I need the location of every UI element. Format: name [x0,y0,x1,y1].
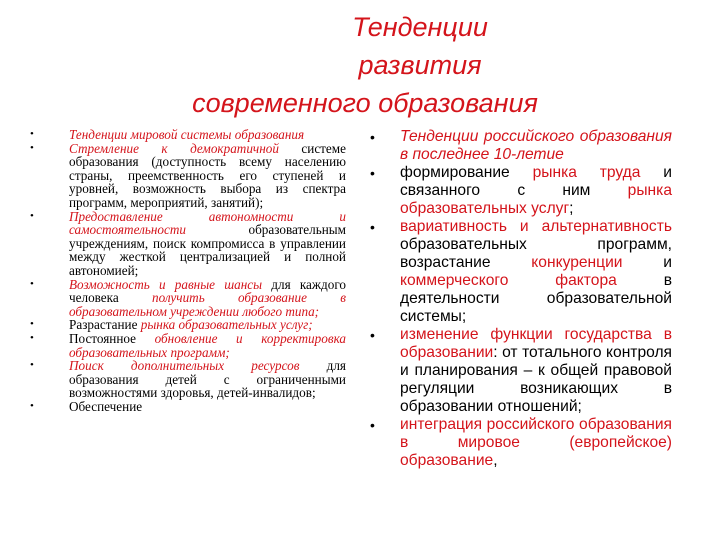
left-item-text: Обеспечение [69,398,143,414]
right-list-item [370,164,672,218]
bullet-icon: • [30,128,34,140]
right-item-text: и связанного с ним [400,164,673,199]
title-line-1: Тенденции [352,12,488,42]
left-item-text: Стремление к демократичной [69,140,279,156]
right-item-text: образовательных программ, возрастание [400,236,672,271]
slide-title [0,8,720,122]
left-item-text: Тенденции мировой системы образования [69,127,305,142]
left-item-text: системе образования (доступность всему населению страны, преемственность его ступеней и уровней, возможность выбора из спектра программ, мероприятий, занятий); [69,140,346,210]
bullet-icon: • [30,277,34,290]
bullet-icon: • [30,399,34,412]
left-item-text: для каждого человека [69,276,346,306]
world-trends-column [30,128,346,413]
right-list-item [370,218,672,326]
title-line-3: современного образования [192,88,538,118]
left-item-text: Возможность и равные шансы [69,276,263,292]
left-list-item [30,332,346,359]
left-item-text: образовательным учреждениям, поиск компромисса в управлении между жесткой централизацией и полной автономией; [69,222,346,278]
left-list-item [30,318,346,332]
left-item-text: обновление и корректировка образовательных программ; [69,330,346,360]
right-item-text: Тенденции российского образования в последнее 10-летие [400,128,672,163]
right-item-text: в деятельности образовательной системы; [400,272,672,325]
right-item-text: ; [569,200,574,217]
left-item-text: рынка образовательных услуг; [140,317,313,333]
left-item-text: получить образование в образовательном учреждении любого типа; [69,290,346,319]
right-item-text: и [622,254,672,271]
left-item-text: Постоянное [69,330,155,346]
right-list-item [370,416,672,470]
left-item-text: для образования детей с ограниченными возможностями здоровья, детей-инвалидов; [69,358,346,401]
right-item-text: : от тотального контроля и планирования – к общей правовой регуляции возникающих в образовании отношений; [400,344,672,415]
right-item-text: интеграция российского образования в мировое (европейское) образование [400,416,672,469]
right-item-text: , [493,452,498,469]
left-list-item [30,278,346,319]
left-item-text: Предоставление автономности и самостоятельности [69,208,346,238]
bullet-icon: • [30,209,34,222]
bullet-icon: • [370,219,375,235]
bullet-icon: • [370,129,375,145]
left-list-item [30,128,346,142]
left-list-item [30,142,346,210]
left-item-text: Разрастание [69,317,141,333]
bullet-icon: • [30,318,34,331]
right-list-item [370,326,672,416]
bullet-icon: • [30,359,34,372]
left-item-text: Поиск дополнительных ресурсов [69,358,300,374]
right-item-text: изменение функции государства в образовании [400,326,672,361]
bullet-icon: • [370,327,375,343]
russian-trends-column [370,128,672,470]
right-item-text: коммерческого фактора [400,272,617,289]
right-item-text: вариативность и альтернативность [400,218,672,235]
bullet-icon: • [30,141,34,154]
right-item-text: рынка труда [532,164,641,181]
right-item-text: конкуренции [531,254,623,271]
left-list-item [30,400,346,414]
left-list-item [30,359,346,400]
bullet-icon: • [370,165,375,181]
right-list-item [370,128,672,164]
left-list-item [30,210,346,278]
bullet-icon: • [370,417,375,433]
right-item-text: формирование [400,164,533,181]
bullet-icon: • [30,331,34,344]
title-line-2: развития [358,50,482,80]
right-item-text: рынка образовательных услуг [400,182,672,217]
